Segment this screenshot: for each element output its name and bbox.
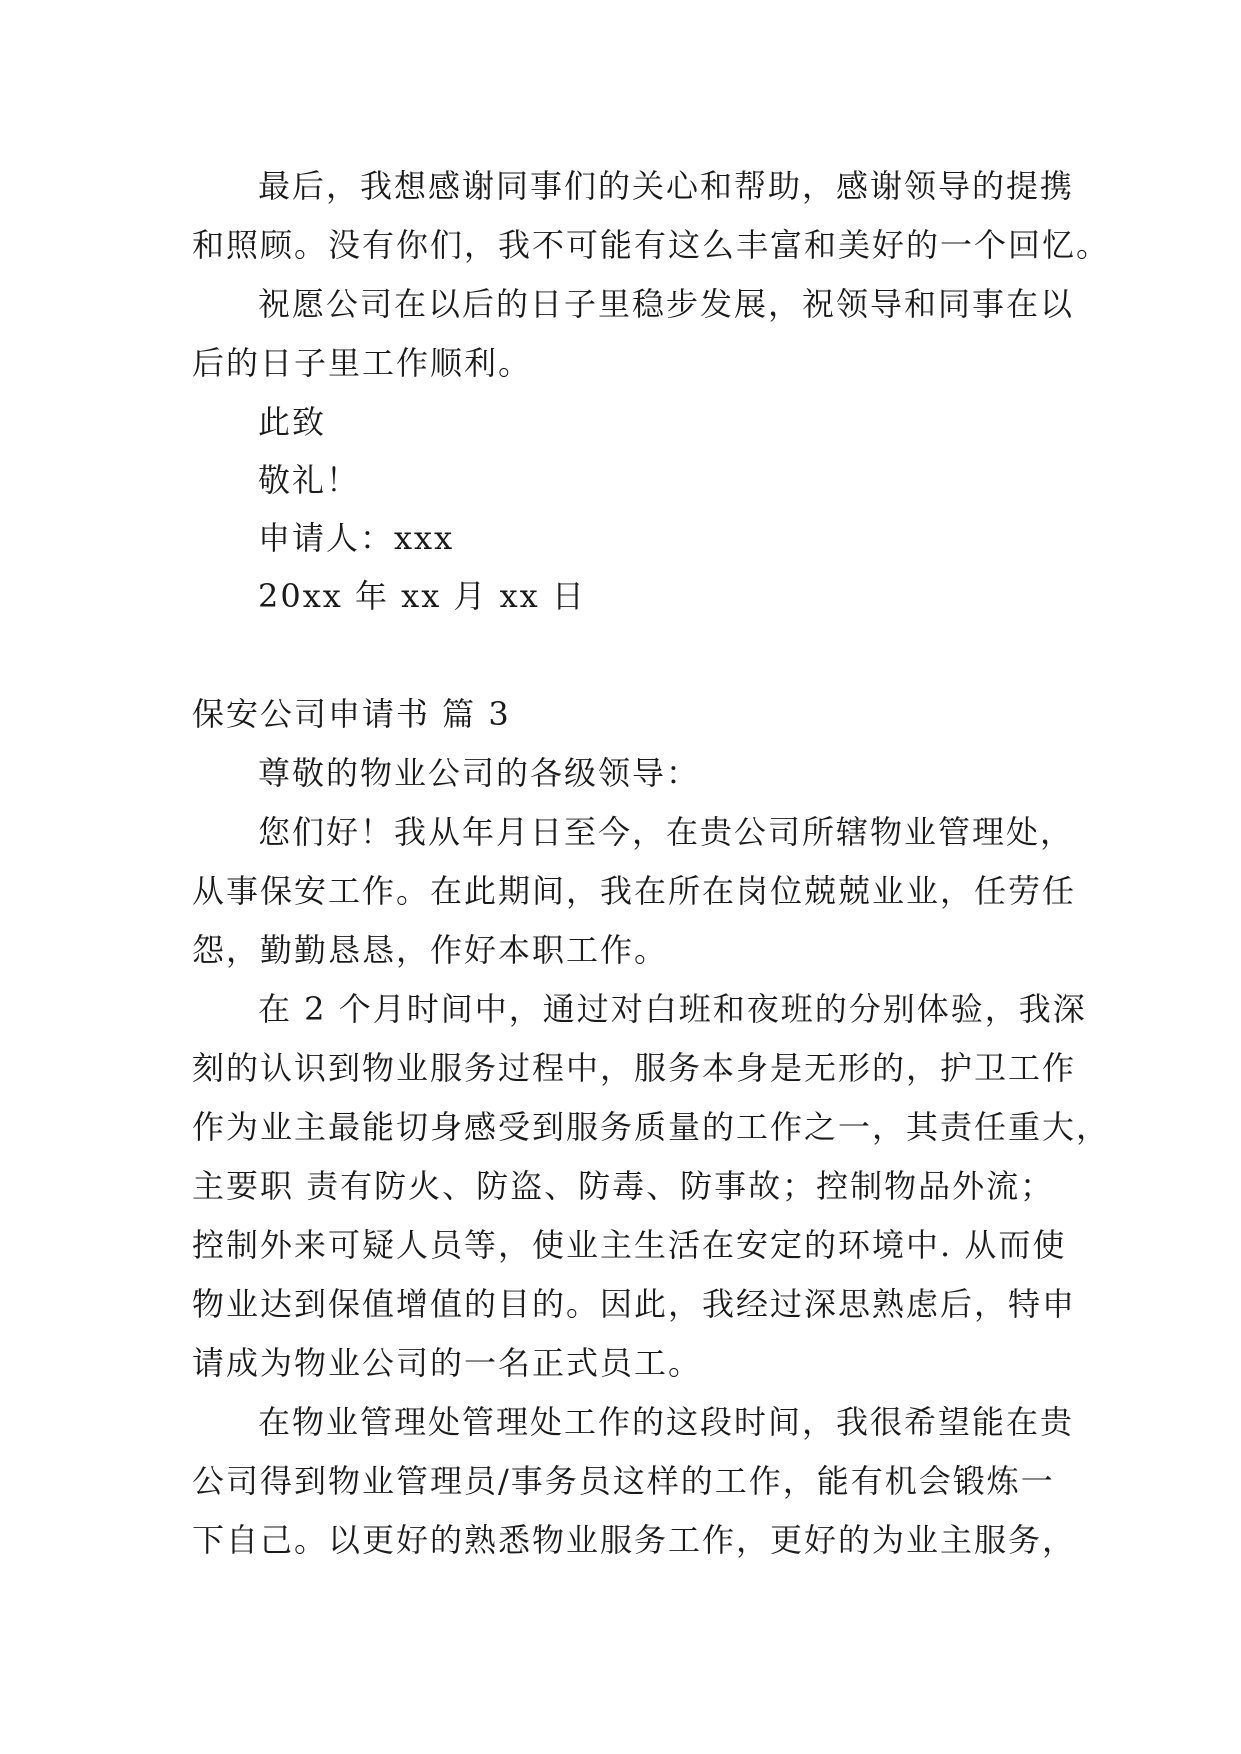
paragraph-line: 请成为物业公司的一名正式员工。 bbox=[192, 1344, 703, 1382]
applicant-line: 申请人：xxx bbox=[258, 519, 455, 557]
closing-line: 此致 bbox=[258, 403, 327, 441]
paragraph-line: 在 2 个月时间中，通过对白班和夜班的分别体验，我深 bbox=[258, 990, 1087, 1028]
date-line: 20xx 年 xx 月 xx 日 bbox=[258, 577, 586, 615]
paragraph-line: 主要职 责有防火、防盗、防毒、防事故；控制物品外流； bbox=[192, 1167, 1055, 1205]
paragraph-line: 最后，我想感谢同事们的关心和帮助，感谢领导的提携 bbox=[258, 167, 1075, 205]
paragraph-line: 和照顾。没有你们，我不可能有这么丰富和美好的一个回忆。 bbox=[192, 226, 1111, 264]
paragraph-line: 怨，勤勤恳恳，作好本职工作。 bbox=[192, 931, 669, 969]
paragraph-line: 控制外来可疑人员等，使业主生活在安定的环境中. 从而使 bbox=[192, 1226, 1067, 1264]
paragraph-line: 公司得到物业管理员/事务员这样的工作，能有机会锻炼一 bbox=[192, 1462, 1055, 1500]
paragraph-line: 从事保安工作。在此期间，我在所在岗位兢兢业业，任劳任 bbox=[192, 872, 1077, 910]
paragraph-line: 您们好！我从年月日至今，在贵公司所辖物业管理处， bbox=[258, 813, 1075, 851]
section-heading: 保安公司申请书 篇 3 bbox=[192, 695, 511, 733]
paragraph-line: 后的日子里工作顺利。 bbox=[192, 344, 533, 382]
paragraph-line: 作为业主最能切身感受到服务质量的工作之一，其责任重大， bbox=[192, 1108, 1111, 1146]
paragraph-line: 祝愿公司在以后的日子里稳步发展，祝领导和同事在以 bbox=[258, 285, 1075, 323]
salutation-line: 尊敬的物业公司的各级领导： bbox=[258, 754, 701, 792]
paragraph-line: 在物业管理处管理处工作的这段时间，我很希望能在贵 bbox=[258, 1403, 1075, 1441]
paragraph-line: 物业达到保值增值的目的。因此，我经过深思熟虑后，特申 bbox=[192, 1285, 1077, 1323]
closing-line: 敬礼！ bbox=[258, 461, 361, 499]
paragraph-line: 刻的认识到物业服务过程中，服务本身是无形的，护卫工作 bbox=[192, 1049, 1077, 1087]
paragraph-line: 下自己。以更好的熟悉物业服务工作，更好的为业主服务， bbox=[192, 1521, 1077, 1559]
